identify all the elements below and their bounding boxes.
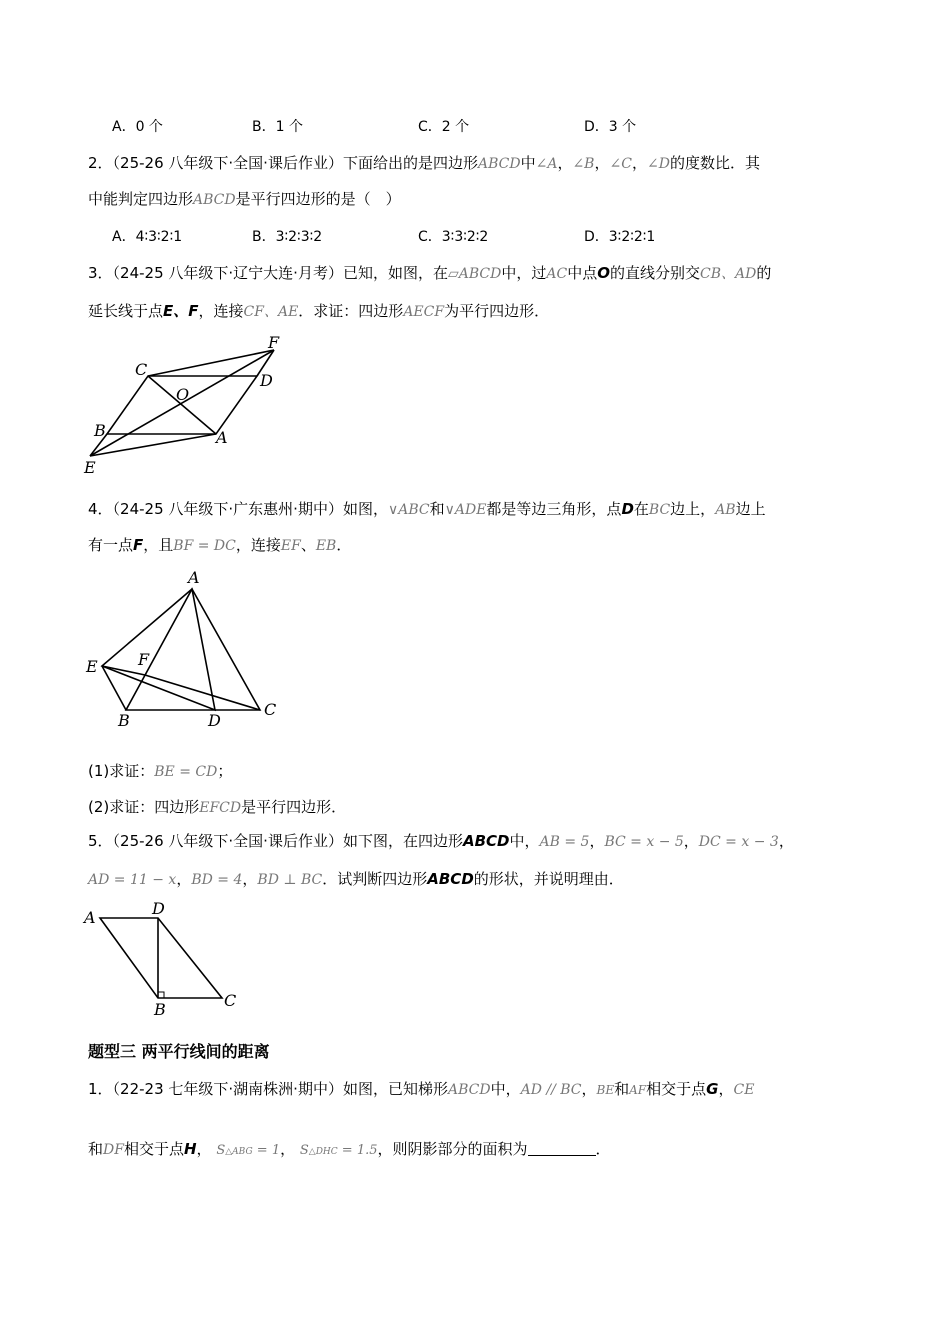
q4-text: 有一点 [88, 536, 134, 554]
q4-ef: EF [280, 538, 301, 554]
q2-angle-a: ∠A [535, 156, 558, 172]
q3-label-a: A [216, 428, 228, 447]
q5-line1 [88, 830, 794, 853]
q3-label-b: B [94, 421, 106, 440]
q4-bf-dc: BF = DC [173, 538, 236, 554]
q2-text: 的度数比．其 [669, 154, 760, 172]
q4-label-c: C [264, 700, 277, 719]
q3-text: 为平行四边形． [444, 302, 550, 320]
q5-bd: BD = 4 [191, 872, 243, 888]
q4-eb: EB [315, 538, 337, 554]
q5-perp: BD ⊥ BC [257, 872, 323, 888]
q4-triangle-ade: ∨ADE [444, 502, 487, 518]
q5-source: （25-26 八年级下·全国·课后作业） [112, 832, 343, 850]
s3-q1-area-abg [216, 1143, 280, 1158]
q3-ac: AC [546, 266, 568, 282]
q2-angle-d: ∠D [646, 156, 670, 172]
q4-text: 如图， [342, 500, 388, 518]
q3-figure [80, 330, 300, 480]
s3-q1-abcd: ABCD [447, 1082, 491, 1098]
q1-option-c: C．2 个 [418, 119, 470, 135]
s3-q1-af: AF [629, 1083, 647, 1097]
q4-label-a: A [188, 568, 200, 587]
q1-option-d: D．3 个 [584, 119, 637, 135]
q5-sep: ， [589, 832, 605, 850]
q3-label-o: O [176, 385, 190, 404]
q5-number: 5． [88, 832, 113, 850]
s3-q1-source: （22-23 七年级下·湖南株洲·期中） [112, 1080, 343, 1098]
q4-part2 [88, 796, 346, 819]
q5-quadrilateral [100, 918, 222, 998]
q5-sep: ， [176, 870, 192, 888]
s3-q1-be: BE [596, 1083, 615, 1097]
q4-label-b: B [118, 711, 130, 730]
s3-q1-g: G [706, 1080, 719, 1098]
q4-triangle-abc: ∨ABC [387, 502, 430, 518]
q3-label-f: F [268, 333, 280, 352]
q4-figure [80, 565, 290, 730]
q3-ef: E、F [163, 302, 199, 320]
q3-o: O [597, 264, 610, 282]
s3-q1-line2 [88, 1138, 611, 1163]
q5-text: 的形状，并说明理由． [473, 870, 624, 888]
s3-q1-text: 相交于点 [646, 1080, 707, 1098]
q1-option-a: A．0 个 [112, 119, 163, 135]
q5-text: ．试判断四边形 [322, 870, 428, 888]
q5-bc: BC = x − 5 [604, 834, 684, 850]
q4-part2-text: (2)求证：四边形 [88, 798, 200, 816]
q3-aecf: AECF [403, 304, 445, 320]
q2-line1 [88, 152, 760, 175]
q4-text: ． [336, 536, 352, 554]
q4-bc: BC [648, 502, 671, 518]
s3-q1-number: 1． [88, 1080, 113, 1098]
q5-label-d: D [152, 899, 165, 918]
s3-q1-line1 [88, 1078, 754, 1101]
q2-option-d: D．3∶2∶2∶1 [584, 229, 656, 245]
q3-text: 中，过 [501, 264, 547, 282]
s3-q1-ce: CE [733, 1082, 755, 1098]
q2-angle-c: ∠C [609, 156, 632, 172]
s3-q1-text: 和 [88, 1140, 104, 1158]
q2-number: 2． [88, 154, 113, 172]
q2-option-c: C．3∶3∶2∶2 [418, 229, 489, 245]
q5-line2 [88, 868, 624, 891]
q4-text: 和 [429, 500, 445, 518]
q2-sep: ， [631, 154, 647, 172]
answer-blank[interactable] [528, 1139, 596, 1156]
q2-sep: ， [594, 154, 610, 172]
q3-cb-ad: CB、AD [699, 266, 757, 282]
q3-line-cf [148, 350, 274, 376]
q3-line1 [88, 262, 771, 285]
q4-part2-text: 是平行四边形． [241, 798, 347, 816]
q1-option-b: B．1 个 [252, 119, 303, 135]
s3-q1-sep: ， [196, 1140, 212, 1158]
q5-abcd: ABCD [427, 870, 474, 888]
s3-q1-s2-value: = 1.5 [337, 1143, 378, 1158]
s3-q1-s1-subscript: △ABG [225, 1147, 253, 1157]
s3-q1-area-dhc [300, 1143, 378, 1158]
q4-f: F [133, 536, 144, 554]
q5-abcd: ABCD [462, 832, 510, 850]
q4-text: 边上， [670, 500, 716, 518]
section-heading: 题型三 两平行线间的距离 [88, 1042, 270, 1061]
q4-label-f: F [138, 650, 150, 669]
q3-text: 的 [756, 264, 772, 282]
q4-be-cd: BE = CD [154, 764, 218, 780]
q4-line1 [88, 498, 766, 521]
q4-text: 边上 [735, 500, 766, 518]
q5-label-a: A [84, 908, 96, 927]
q3-text: ，连接 [198, 302, 244, 320]
q3-source: （24-25 八年级下·辽宁大连·月考） [112, 264, 343, 282]
q4-number: 4． [88, 500, 113, 518]
q5-dc: DC = x − 3 [698, 834, 779, 850]
s3-q1-sep: ， [718, 1080, 734, 1098]
q5-ab: AB = 5 [539, 834, 590, 850]
q2-text: 中 [520, 154, 536, 172]
s3-q1-s2-symbol: S [299, 1143, 309, 1158]
q5-label-c: C [224, 991, 237, 1010]
q4-figure-lines [102, 589, 260, 710]
q4-efcd: EFCD [199, 800, 242, 816]
q4-part1-text: ； [217, 762, 233, 780]
q5-sep: ， [683, 832, 699, 850]
q2-abcd: ABCD [193, 192, 236, 208]
q5-sep: ， [778, 832, 794, 850]
q5-figure-lines [100, 918, 222, 998]
s3-q1-df: DF [103, 1142, 124, 1158]
q5-label-b: B [154, 1000, 166, 1018]
q3-parallelogram: ▱ABCD [447, 266, 502, 282]
s3-q1-text: ，则阴影部分的面积为 [377, 1140, 528, 1158]
q3-text: 已知，如图，在 [342, 264, 448, 282]
q2-option-b: B．3∶2∶3∶2 [252, 229, 323, 245]
q4-label-d: D [208, 711, 221, 730]
q4-d: D [621, 500, 634, 518]
q4-ab: AB [715, 502, 736, 518]
q4-line2 [88, 534, 351, 557]
s3-q1-s1-symbol: S [216, 1143, 226, 1158]
q4-text: 在 [633, 500, 649, 518]
q5-sep: ， [242, 870, 258, 888]
q5-ad: AD = 11 − x [88, 872, 177, 888]
q5-text: 中， [509, 832, 540, 850]
s3-q1-s1-value: = 1 [252, 1143, 281, 1158]
q3-number: 3． [88, 264, 113, 282]
q4-source: （24-25 八年级下·广东惠州·期中） [112, 500, 343, 518]
q2-source: （25-26 八年级下·全国·课后作业） [112, 154, 343, 172]
q2-text: 是平行四边形的是（ ） [235, 190, 401, 208]
s3-q1-text: ． [595, 1140, 611, 1158]
s3-q1-h: H [183, 1140, 197, 1158]
q3-label-d: D [260, 371, 273, 390]
q3-text: ．求证：四边形 [298, 302, 404, 320]
q4-part1-text: (1)求证： [88, 762, 155, 780]
q2-text: 下面给出的是四边形 [342, 154, 478, 172]
q2-sep: ， [557, 154, 573, 172]
q4-text: 、 [300, 536, 316, 554]
s3-q1-text: 中， [490, 1080, 521, 1098]
s3-q1-ad-bc: AD // BC [520, 1082, 582, 1098]
s3-q1-text: 相交于点 [123, 1140, 184, 1158]
q3-text: 延长线于点 [88, 302, 164, 320]
q3-cf-ae: CF、AE [243, 304, 299, 320]
q3-line2 [88, 300, 549, 323]
q4-part1 [88, 760, 232, 783]
q3-text: 中点 [567, 264, 598, 282]
q2-text: 中能判定四边形 [88, 190, 194, 208]
q2-angle-b: ∠B [572, 156, 595, 172]
q5-right-angle-mark [158, 992, 164, 998]
s3-q1-text: 和 [614, 1080, 630, 1098]
q4-label-e: E [86, 657, 98, 676]
q2-option-a: A．4∶3∶2∶1 [112, 229, 183, 245]
q4-text: 都是等边三角形，点 [486, 500, 622, 518]
q3-text: 的直线分别交 [609, 264, 700, 282]
q2-line2 [88, 188, 401, 211]
q5-text: 如下图，在四边形 [342, 832, 463, 850]
q4-text: ，连接 [235, 536, 281, 554]
q4-text: ，且 [143, 536, 174, 554]
s3-q1-sep: ， [280, 1140, 296, 1158]
q3-label-c: C [135, 360, 148, 379]
q4-line-eb [102, 666, 126, 710]
q3-label-e: E [84, 458, 96, 477]
q5-figure [80, 898, 250, 1018]
q2-abcd: ABCD [477, 156, 521, 172]
s3-q1-s2-subscript: △DHC [308, 1147, 338, 1157]
s3-q1-sep: ， [581, 1080, 597, 1098]
s3-q1-text: 如图，已知梯形 [342, 1080, 448, 1098]
